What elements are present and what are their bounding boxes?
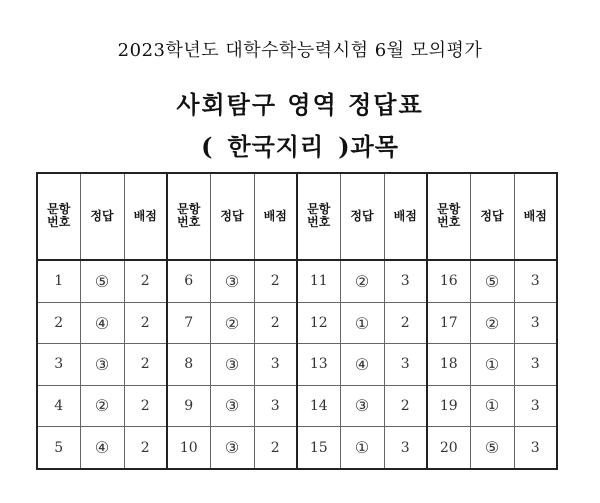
header-points: 배점 [384,173,427,260]
cell-points: 3 [254,385,297,426]
table-row [37,260,557,302]
cell-question-number: 19 [427,385,470,426]
cell-points: 3 [384,344,427,385]
cell-answer: ③ [210,427,254,469]
cell-question-number: 2 [37,302,80,343]
cell-answer: ⑤ [80,260,124,302]
header-points: 배점 [514,173,557,260]
header-answer: 정답 [470,173,514,260]
table-header-row [37,173,557,260]
cell-points: 3 [384,260,427,302]
cell-answer: ③ [210,260,254,302]
subject-suffix: 과목 [350,132,399,161]
cell-points: 3 [514,427,557,469]
cell-question-number: 5 [37,427,80,469]
cell-answer: ① [470,385,514,426]
header-question-number: 문항 번호 [167,173,210,260]
cell-answer: ③ [210,344,254,385]
table-row [37,344,557,385]
cell-points: 2 [124,427,167,469]
table-row [37,385,557,426]
cell-question-number: 15 [297,427,340,469]
cell-question-number: 6 [167,260,210,302]
cell-question-number: 4 [37,385,80,426]
cell-question-number: 20 [427,427,470,469]
cell-points: 2 [254,260,297,302]
cell-question-number: 12 [297,302,340,343]
cell-points: 2 [384,302,427,343]
table-row [37,427,557,469]
answer-rows [37,260,557,469]
cell-question-number: 10 [167,427,210,469]
cell-answer: ② [210,302,254,343]
cell-answer: ② [340,260,384,302]
cell-points: 3 [384,427,427,469]
cell-question-number: 13 [297,344,340,385]
cell-question-number: 1 [37,260,80,302]
cell-points: 3 [514,385,557,426]
cell-points: 3 [254,344,297,385]
header-answer: 정답 [340,173,384,260]
cell-answer: ④ [340,344,384,385]
subject-name: 한국지리 [227,132,325,161]
header-points: 배점 [124,173,167,260]
cell-question-number: 7 [167,302,210,343]
section-title: 사회탐구 영역 정답표 [176,90,424,119]
cell-question-number: 16 [427,260,470,302]
cell-answer: ⑤ [470,427,514,469]
cell-points: 3 [514,260,557,302]
cell-points: 2 [384,385,427,426]
cell-answer: ③ [210,385,254,426]
cell-points: 2 [124,385,167,426]
table-row [37,302,557,343]
cell-points: 2 [254,427,297,469]
header-question-number: 문항 번호 [297,173,340,260]
header-points: 배점 [254,173,297,260]
cell-answer: ④ [80,302,124,343]
answer-key-table [36,172,558,470]
header-question-number: 문항 번호 [37,173,80,260]
cell-question-number: 18 [427,344,470,385]
cell-answer: ② [470,302,514,343]
cell-answer: ③ [80,344,124,385]
subject-close-paren: ) [338,132,351,161]
cell-question-number: 11 [297,260,340,302]
cell-points: 3 [514,344,557,385]
cell-points: 2 [254,302,297,343]
cell-answer: ④ [80,427,124,469]
header-question-number: 문항 번호 [427,173,470,260]
cell-question-number: 8 [167,344,210,385]
cell-answer: ⑤ [470,260,514,302]
cell-question-number: 14 [297,385,340,426]
cell-points: 2 [124,260,167,302]
cell-points: 2 [124,344,167,385]
cell-points: 2 [124,302,167,343]
cell-answer: ② [80,385,124,426]
subject-title [0,127,600,162]
cell-question-number: 9 [167,385,210,426]
cell-points: 3 [514,302,557,343]
header-answer: 정답 [80,173,124,260]
cell-answer: ① [340,302,384,343]
cell-answer: ① [340,427,384,469]
cell-question-number: 3 [37,344,80,385]
exam-title: 2023학년도 대학수학능력시험 6월 모의평가 [117,40,483,61]
cell-answer: ③ [340,385,384,426]
cell-question-number: 17 [427,302,470,343]
answer-key-table-wrapper [36,172,556,470]
header-answer: 정답 [210,173,254,260]
subject-open-paren: ( [201,132,214,161]
cell-answer: ① [470,344,514,385]
